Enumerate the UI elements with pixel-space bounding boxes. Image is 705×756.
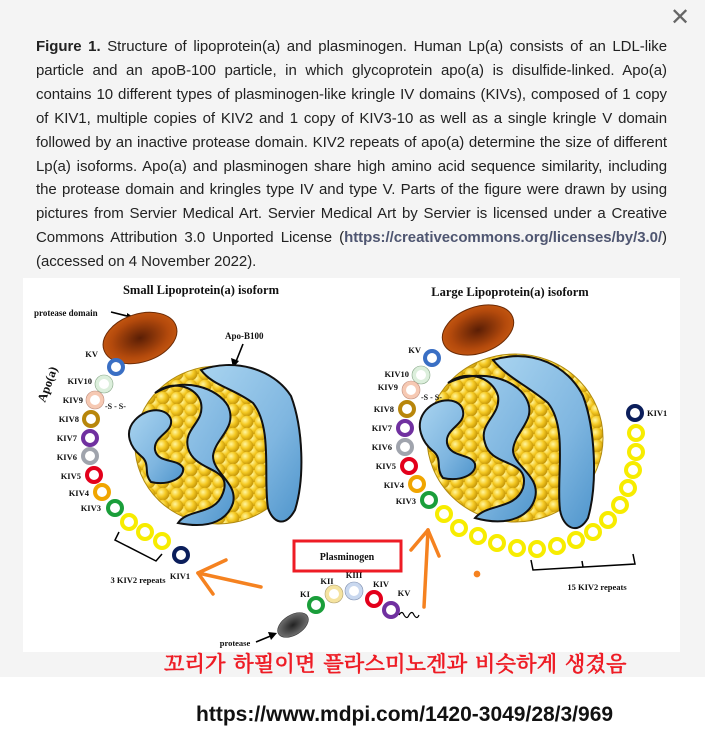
svg-text:KIV3: KIV3 [80, 503, 101, 513]
figure-label: Figure 1. [36, 38, 101, 55]
large-isoform-title: Large Lipoprotein(a) isoform [431, 285, 589, 299]
arrow-to-large-isoform [424, 530, 428, 607]
caption-text-end: ) (accessed on 4 November 2022). [36, 229, 667, 271]
svg-text:KIV7: KIV7 [371, 423, 392, 433]
close-icon[interactable]: ✕ [669, 3, 691, 31]
svg-text:KI: KI [300, 589, 310, 599]
svg-text:KIV6: KIV6 [56, 452, 77, 462]
svg-text:KIV6: KIV6 [371, 442, 392, 452]
svg-text:KIV8: KIV8 [58, 414, 79, 424]
apoa-label: Apo(a) [34, 364, 61, 405]
svg-text:KIV3: KIV3 [395, 496, 416, 506]
plasminogen-diagram [220, 541, 419, 648]
svg-text:KIV7: KIV7 [56, 433, 77, 443]
license-link[interactable]: https://creativecommons.org/licenses/by/3.0/ [344, 229, 663, 247]
large-repeats-label: 15 KIV2 repeats [567, 582, 627, 592]
svg-text:KIII: KIII [345, 570, 363, 580]
svg-text:protease: protease [219, 638, 251, 648]
figure-caption [36, 35, 667, 274]
protease-domain-label: protease domain [34, 308, 98, 318]
figure-image [23, 278, 680, 652]
svg-text:KIV: KIV [372, 579, 390, 589]
svg-text:-S - S-: -S - S- [421, 393, 442, 402]
plasminogen-title: Plasminogen [319, 552, 375, 563]
svg-text:KIV4: KIV4 [68, 488, 89, 498]
svg-text:KIV10: KIV10 [67, 376, 92, 386]
ldl-particle-large [420, 354, 603, 528]
svg-text:KIV9: KIV9 [62, 395, 83, 405]
svg-text:KIV5: KIV5 [375, 461, 396, 471]
svg-text:KV: KV [397, 588, 411, 598]
caption-text: Structure of lipoprotein(a) and plasminogen. Human Lp(a) consists of an LDL-like particle and an apoB-100 particle, in which glycoprotein apo(a) is disulfide-linked. Apo(a) contains 10 different types of plasminogen-like kringle IV domains (KIVs), composed of 1 copy of KIV1, multiple copies of KIV2 and 1 copy of KIV3-10 as well as a single kringle V domain followed by an inactive protease domain. KIV2 repeats of apo(a) determine the size of different Lp(a) isoforms. Apo(a) and plasminogen share high amino acid sequence similarity, including the protease domain and kringles type IV and type V. Parts of the figure were drawn by using pictures from Servier Medical Art. Servier Medical Art by Servier is licensed under a Creative Commons Attribution 3.0 Unported License ( [36, 38, 668, 247]
small-isoform-title: Small Lipoprotein(a) isoform [122, 283, 280, 297]
small-isoform-diagram [34, 283, 301, 585]
svg-text:KIV9: KIV9 [377, 382, 398, 392]
svg-text:KIV5: KIV5 [60, 471, 81, 481]
svg-text:KV: KV [85, 349, 98, 359]
svg-text:KIV8: KIV8 [373, 404, 394, 414]
annotation-note: 꼬리가 하필이면 플라스미노겐과 비슷하게 생겼음 [164, 652, 627, 676]
small-repeats-label: 3 KIV2 repeats [110, 575, 166, 585]
svg-text:KIV1: KIV1 [647, 408, 668, 418]
svg-text:KIV1: KIV1 [169, 571, 191, 581]
source-url: https://www.mdpi.com/1420-3049/28/3/969 [196, 703, 614, 726]
svg-text:KIV10: KIV10 [384, 369, 409, 379]
svg-text:KIV4: KIV4 [383, 480, 404, 490]
svg-text:KV: KV [408, 345, 421, 355]
ldl-particle-small [129, 365, 301, 525]
apob100-label: Apo-B100 [225, 331, 264, 341]
svg-text:KII: KII [320, 576, 334, 586]
svg-text:-S - S-: -S - S- [105, 402, 126, 411]
